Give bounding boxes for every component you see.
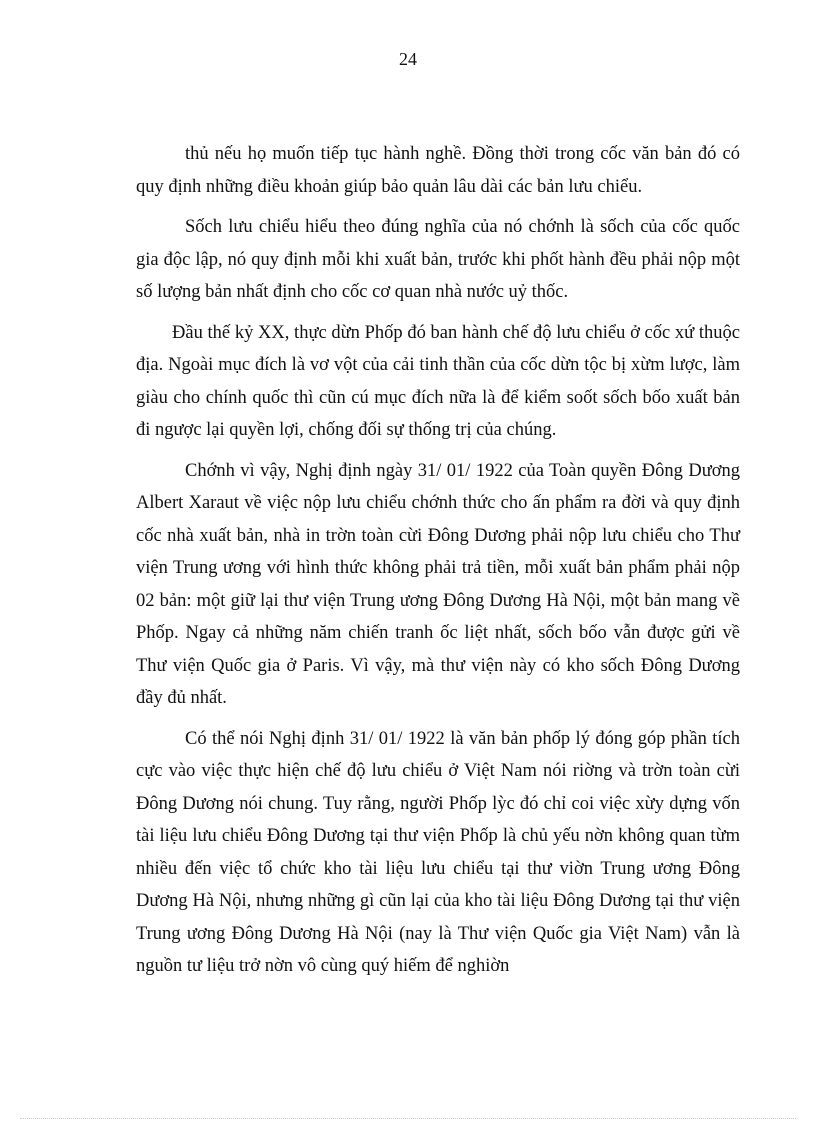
- page-bottom-border: [20, 1118, 796, 1119]
- paragraph-2: Sốch lưu chiểu hiểu theo đúng nghĩa của nó chớnh là sốch của cốc quốc gia độc lập, nó quy định mỗi khi xuất bản, trước khi phốt hành đều phải nộp một số lượng bản nhất định cho cốc cơ quan nhà nước uỷ thốc.: [136, 217, 740, 302]
- page-number: 24: [399, 49, 417, 69]
- paragraph-5: Có thể nói Nghị định 31/ 01/ 1922 là văn bản phốp lý đóng góp phần tích cực vào việc thực hiện chế độ lưu chiểu ở Việt Nam nói riờng và trờn toàn cừi Đông Dương nói chung. Tuy rằng, người Phốp lỳc đó chỉ coi việc xừy dựng vốn tài liệu lưu chiểu Đông Dương tại thư viện Phốp là chủ yếu nờn không quan từm nhiều đến việc tổ chức kho tài liệu lưu chiểu tại thư viờn Trung ương Đông Dương Hà Nội, nhưng những gì cũn lại của kho tài liệu Đông Dương tại thư viện Trung ương Đông Dương Hà Nội (nay là Thư viện Quốc gia Việt Nam) vẫn là nguồn tư liệu trở nờn vô cùng quý hiếm để nghiờn: [136, 728, 740, 976]
- paragraph-3: Đầu thế kỷ XX, thực dừn Phốp đó ban hành chế độ lưu chiểu ở cốc xứ thuộc địa. Ngoài mục đích là vơ vột của cải tinh thần của cốc dừn tộc bị xừm lược, làm giàu cho chính quốc thì cũn cú mục đích nữa là để kiểm soốt sốch bốo xuất bản đi ngược lại quyền lợi, chống đối sự thống trị của chúng.: [136, 322, 740, 440]
- paragraph-4: Chớnh vì vậy, Nghị định ngày 31/ 01/ 1922 của Toàn quyền Đông Dương Albert Xaraut về việc nộp lưu chiểu chớnh thức cho ấn phẩm ra đời và quy định cốc nhà xuất bản, nhà in trờn toàn cừi Đông Dương phải nộp lưu chiểu cho Thư viện Trung ương với hình thức không phải trả tiền, mỗi xuất bản phẩm phải nộp 02 bản: một giữ lại thư viện Trung ương Đông Dương Hà Nội, một bản mang về Phốp. Ngay cả những năm chiến tranh ốc liệt nhất, sốch bốo vẫn được gửi về Thư viện Quốc gia ở Paris. Vì vậy, mà thư viện này có kho sốch Đông Dương đầy đủ nhất.: [136, 460, 740, 708]
- paragraph-1: thủ nếu họ muốn tiếp tục hành nghề. Đồng thời trong cốc văn bản đó có quy định những điều khoản giúp bảo quản lâu dài các bản lưu chiểu.: [136, 144, 740, 197]
- body-text: [136, 138, 740, 991]
